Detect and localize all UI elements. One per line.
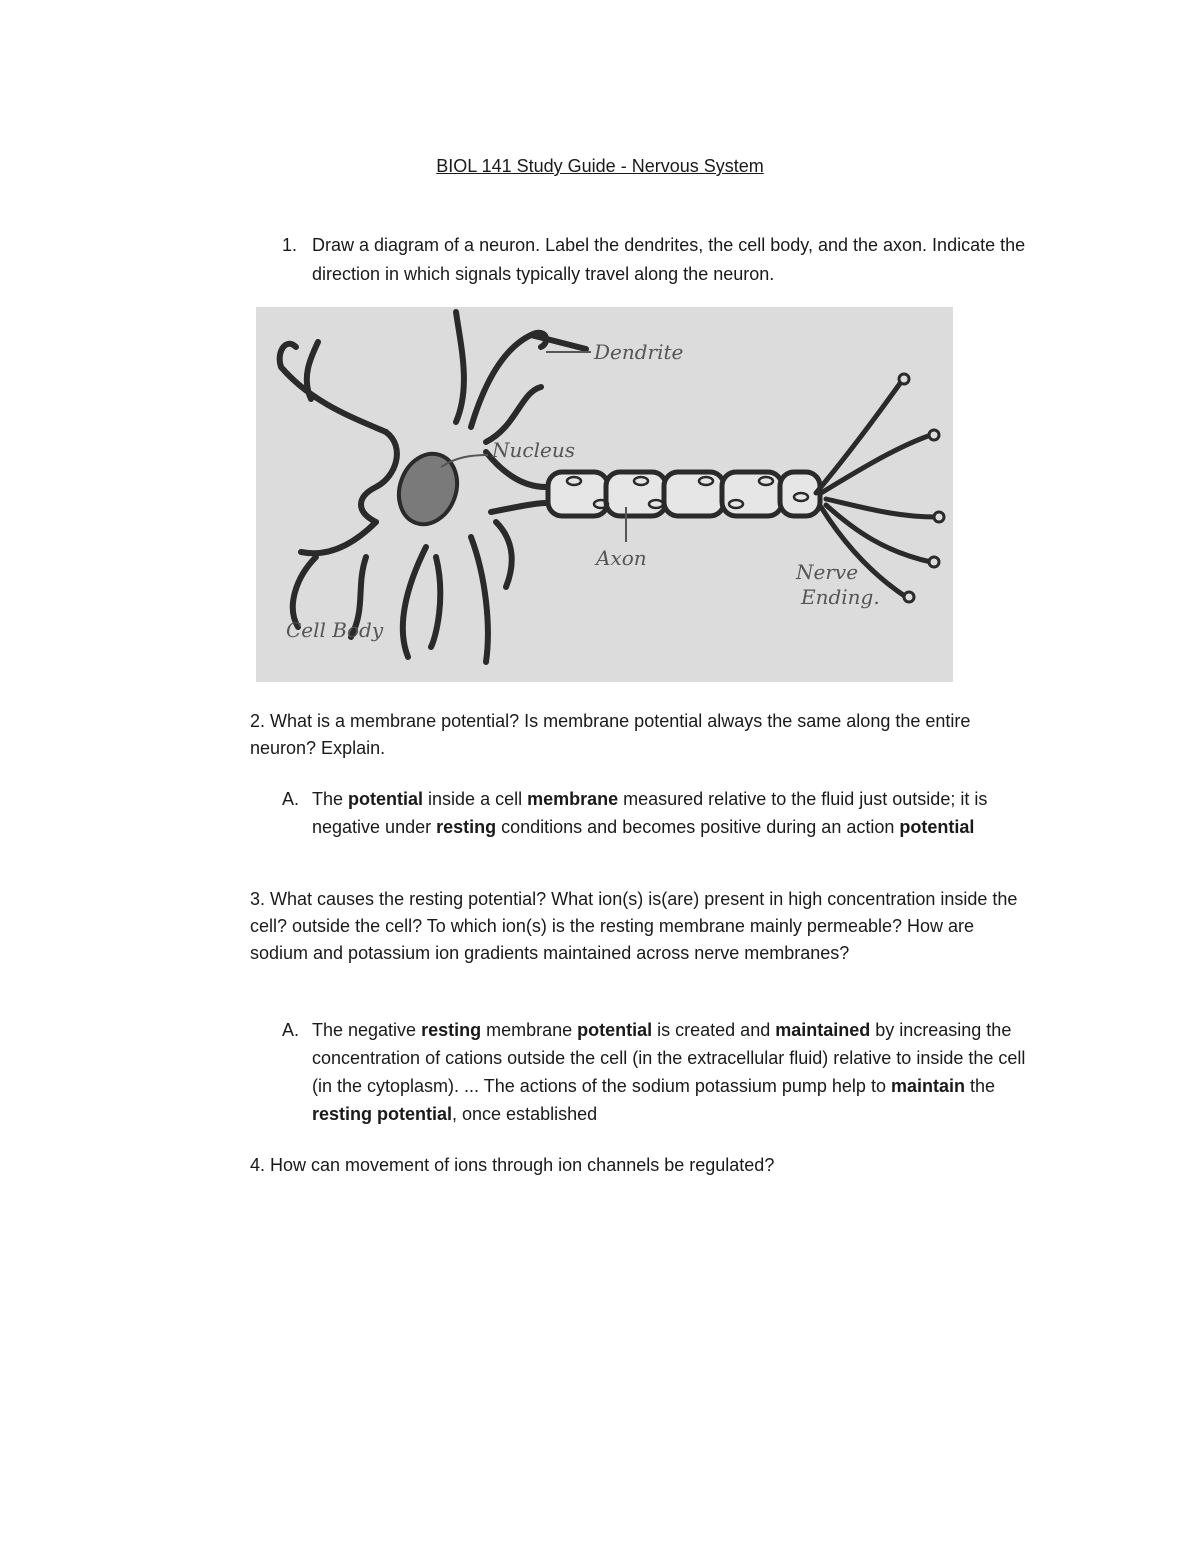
label-dendrite: Dendrite xyxy=(594,340,684,364)
answer-3-part: , once established xyxy=(452,1104,598,1124)
answer-2-text xyxy=(312,785,1042,841)
answer-3-part: is created and xyxy=(652,1020,776,1040)
answer-3-bold: maintain xyxy=(890,1076,965,1096)
answer-3-part: the xyxy=(964,1076,995,1096)
answer-3-bold: potential xyxy=(577,1020,653,1040)
answer-2 xyxy=(282,785,1042,841)
answer-3-bold: resting potential xyxy=(312,1104,453,1124)
question-3: 3. What causes the resting potential? What ion(s) is(are) present in high concentration inside the cell? outside the cell? To which ion(s) is the resting membrane mainly permeable? How are sodium and potassium ion gradients maintained across nerve membranes? xyxy=(250,889,1018,963)
label-axon: Axon xyxy=(596,546,647,570)
neuron-diagram xyxy=(256,307,953,682)
answer-2-letter: A. xyxy=(282,789,300,809)
label-nerve: Nerve xyxy=(796,560,859,584)
question-1 xyxy=(282,231,1042,289)
answer-2-part: measured relative to the fluid just outside; it is negative under xyxy=(312,789,988,837)
question-4: 4. How can movement of ions through ion channels be regulated? xyxy=(250,1155,775,1175)
question-2: 2. What is a membrane potential? Is membrane potential always the same along the entire neuron? Explain. xyxy=(250,711,971,758)
myelin-sheath xyxy=(548,472,820,516)
label-ending: Ending. xyxy=(801,585,880,609)
answer-2-bold: membrane xyxy=(527,789,619,809)
label-cell-body: Cell Body xyxy=(286,618,384,642)
answer-3-bold: maintained xyxy=(775,1020,871,1040)
page-title: BIOL 141 Study Guide - Nervous System xyxy=(436,156,764,176)
question-1-text: Draw a diagram of a neuron. Label the dendrites, the cell body, and the axon. Indicate the direction in which signals typically travel along the neuron. xyxy=(312,235,1026,284)
answer-3-part: The negative xyxy=(312,1020,422,1040)
answer-3 xyxy=(282,1016,1042,1128)
answer-2-part: inside a cell xyxy=(423,789,528,809)
neuron-drawing xyxy=(256,307,953,682)
label-nucleus: Nucleus xyxy=(492,438,575,462)
answer-3-part: by increasing the concentration of cations outside the cell (in the extracellular fluid) relative to inside the cell (in the cytoplasm). ... The actions of the sodium potassium pump help to xyxy=(312,1020,1026,1096)
answer-2-bold: potential xyxy=(899,817,975,837)
answer-3-text xyxy=(312,1016,1042,1128)
answer-2-part: The xyxy=(312,789,349,809)
question-1-number: 1. xyxy=(282,235,298,255)
answer-3-part: membrane xyxy=(481,1020,578,1040)
answer-3-bold: resting xyxy=(421,1020,482,1040)
answer-3-letter: A. xyxy=(282,1020,300,1040)
answer-2-part: conditions and becomes positive during an action xyxy=(496,817,900,837)
answer-2-bold: resting xyxy=(436,817,497,837)
answer-2-bold: potential xyxy=(348,789,424,809)
